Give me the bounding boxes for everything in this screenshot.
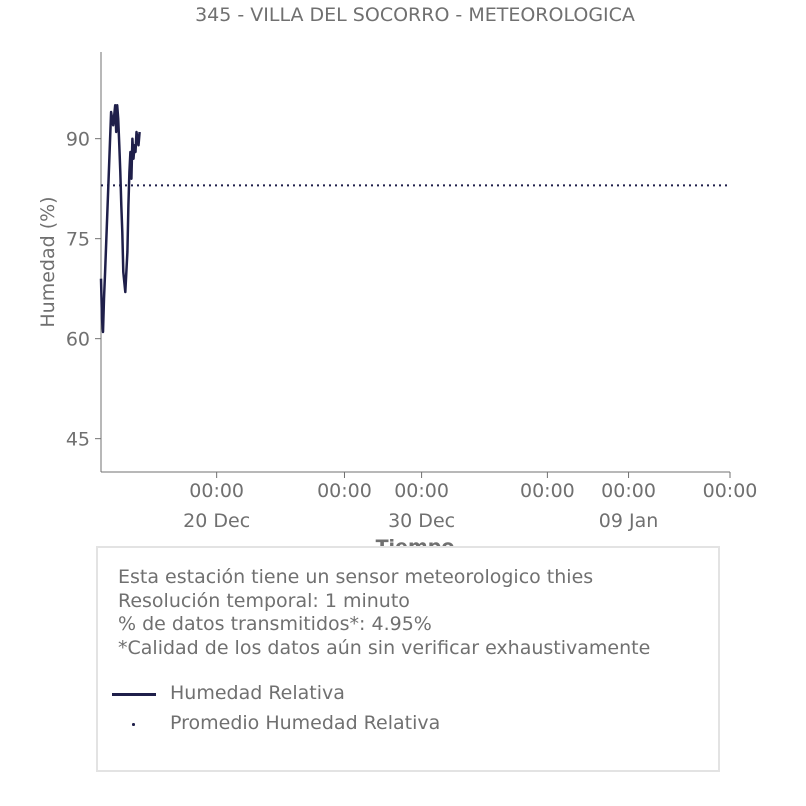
info-text xyxy=(118,566,650,660)
x-axis-ticks xyxy=(183,472,757,532)
info-panel xyxy=(96,546,720,772)
y-axis-label: Humedad (%) xyxy=(37,196,59,328)
legend-item-humedad xyxy=(110,682,510,706)
y-tick-label: 90 xyxy=(65,128,90,151)
info-line-transmitted: % de datos transmitidos*: 4.95% xyxy=(118,613,432,635)
x-tick-time-label: 00:00 xyxy=(601,480,656,502)
info-line-quality: *Calidad de los datos aún sin verificar exhaustivamente xyxy=(118,636,651,659)
y-tick-label: 75 xyxy=(65,228,90,251)
y-tick-label: 60 xyxy=(65,328,90,351)
info-line-resolution: Resolución temporal: 1 minuto xyxy=(118,589,410,612)
x-tick-time-label: 00:00 xyxy=(189,480,245,502)
legend-label: Humedad Relativa xyxy=(170,682,345,704)
legend-item-promedio xyxy=(110,712,510,736)
x-tick-time-label: 00:00 xyxy=(317,480,372,502)
chart-title: 345 - VILLA DEL SOCORRO - METEOROLOGICA xyxy=(195,4,635,26)
legend-line-marker xyxy=(112,693,156,696)
x-tick-date-label: 20 Dec xyxy=(183,510,251,532)
info-line-sensor: Esta estación tiene un sensor meteorologico thies xyxy=(118,566,594,588)
x-tick-time-label: 00:00 xyxy=(520,480,575,502)
x-tick-date-label: 30 Dec xyxy=(388,510,456,532)
y-tick-label: 45 xyxy=(65,428,90,451)
series-humedad-relativa-line xyxy=(101,105,140,332)
x-tick-time-label: 00:00 xyxy=(702,480,758,502)
legend-label: Promedio Humedad Relativa xyxy=(170,712,441,734)
legend-dot-marker xyxy=(132,723,135,726)
x-tick-time-label: 00:00 xyxy=(394,480,449,502)
y-axis-ticks xyxy=(66,129,101,451)
x-tick-date-label: 09 Jan xyxy=(598,510,659,532)
